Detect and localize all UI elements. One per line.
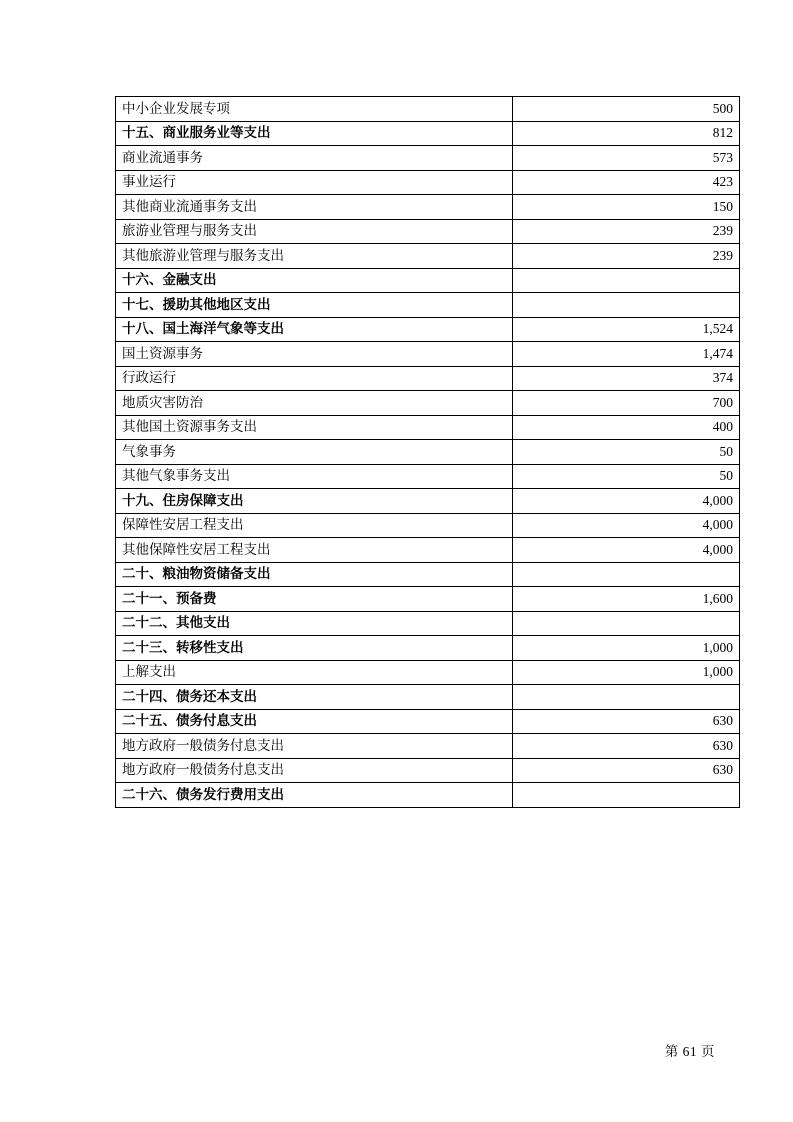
- table-row: [116, 685, 740, 710]
- table-row: [116, 440, 740, 465]
- budget-table-container: [115, 96, 733, 808]
- table-row: [116, 244, 740, 269]
- table-row: [116, 734, 740, 759]
- row-label: 其他旅游业管理与服务支出: [116, 244, 513, 269]
- row-value: 1,600: [513, 587, 740, 612]
- row-label: 二十四、债务还本支出: [116, 685, 513, 710]
- row-label: 地方政府一般债务付息支出: [116, 758, 513, 783]
- table-row: [116, 366, 740, 391]
- row-label: 地质灾害防治: [116, 391, 513, 416]
- row-label: 中小企业发展专项: [116, 97, 513, 122]
- row-label: 事业运行: [116, 170, 513, 195]
- table-row: [116, 758, 740, 783]
- row-label: 其他商业流通事务支出: [116, 195, 513, 220]
- table-row: [116, 611, 740, 636]
- row-label: 十九、住房保障支出: [116, 489, 513, 514]
- row-value: 1,000: [513, 636, 740, 661]
- table-row: [116, 489, 740, 514]
- row-value: 1,000: [513, 660, 740, 685]
- row-value: 630: [513, 709, 740, 734]
- table-row: [116, 219, 740, 244]
- row-value: 630: [513, 734, 740, 759]
- budget-table-body: [116, 97, 740, 808]
- table-row: [116, 195, 740, 220]
- table-row: [116, 587, 740, 612]
- row-value: [513, 293, 740, 318]
- table-row: [116, 660, 740, 685]
- row-label: 上解支出: [116, 660, 513, 685]
- row-value: [513, 611, 740, 636]
- row-label: 行政运行: [116, 366, 513, 391]
- table-row: [116, 562, 740, 587]
- page-footer: 第 61 页: [664, 1044, 715, 1059]
- row-value: 423: [513, 170, 740, 195]
- row-label: 十五、商业服务业等支出: [116, 121, 513, 146]
- table-row: [116, 121, 740, 146]
- row-label: 二十五、债务付息支出: [116, 709, 513, 734]
- table-row: [116, 268, 740, 293]
- row-label: 二十一、预备费: [116, 587, 513, 612]
- row-value: 400: [513, 415, 740, 440]
- table-row: [116, 170, 740, 195]
- row-label: 二十、粮油物资储备支出: [116, 562, 513, 587]
- row-label: 旅游业管理与服务支出: [116, 219, 513, 244]
- row-value: [513, 268, 740, 293]
- row-label: 气象事务: [116, 440, 513, 465]
- row-value: [513, 783, 740, 808]
- row-label: 二十三、转移性支出: [116, 636, 513, 661]
- table-row: [116, 317, 740, 342]
- row-label: 保障性安居工程支出: [116, 513, 513, 538]
- row-value: 4,000: [513, 489, 740, 514]
- table-row: [116, 391, 740, 416]
- table-row: [116, 415, 740, 440]
- table-row: [116, 464, 740, 489]
- table-row: [116, 97, 740, 122]
- row-value: 1,524: [513, 317, 740, 342]
- row-label: 二十六、债务发行费用支出: [116, 783, 513, 808]
- row-value: 374: [513, 366, 740, 391]
- row-label: 其他国土资源事务支出: [116, 415, 513, 440]
- row-label: 其他气象事务支出: [116, 464, 513, 489]
- table-row: [116, 783, 740, 808]
- row-label: 二十二、其他支出: [116, 611, 513, 636]
- row-label: 地方政府一般债务付息支出: [116, 734, 513, 759]
- budget-table: [115, 96, 740, 808]
- row-value: 573: [513, 146, 740, 171]
- table-row: [116, 538, 740, 563]
- table-row: [116, 709, 740, 734]
- row-value: [513, 685, 740, 710]
- row-value: 50: [513, 464, 740, 489]
- row-value: 239: [513, 219, 740, 244]
- row-value: 1,474: [513, 342, 740, 367]
- row-value: 812: [513, 121, 740, 146]
- row-label: 十六、金融支出: [116, 268, 513, 293]
- table-row: [116, 293, 740, 318]
- table-row: [116, 146, 740, 171]
- row-value: 50: [513, 440, 740, 465]
- row-value: 4,000: [513, 513, 740, 538]
- table-row: [116, 636, 740, 661]
- row-value: 630: [513, 758, 740, 783]
- row-value: 4,000: [513, 538, 740, 563]
- table-row: [116, 513, 740, 538]
- row-value: 239: [513, 244, 740, 269]
- row-value: 150: [513, 195, 740, 220]
- row-label: 十七、援助其他地区支出: [116, 293, 513, 318]
- row-value: [513, 562, 740, 587]
- row-label: 其他保障性安居工程支出: [116, 538, 513, 563]
- row-value: 700: [513, 391, 740, 416]
- row-label: 十八、国土海洋气象等支出: [116, 317, 513, 342]
- table-row: [116, 342, 740, 367]
- row-value: 500: [513, 97, 740, 122]
- row-label: 国土资源事务: [116, 342, 513, 367]
- row-label: 商业流通事务: [116, 146, 513, 171]
